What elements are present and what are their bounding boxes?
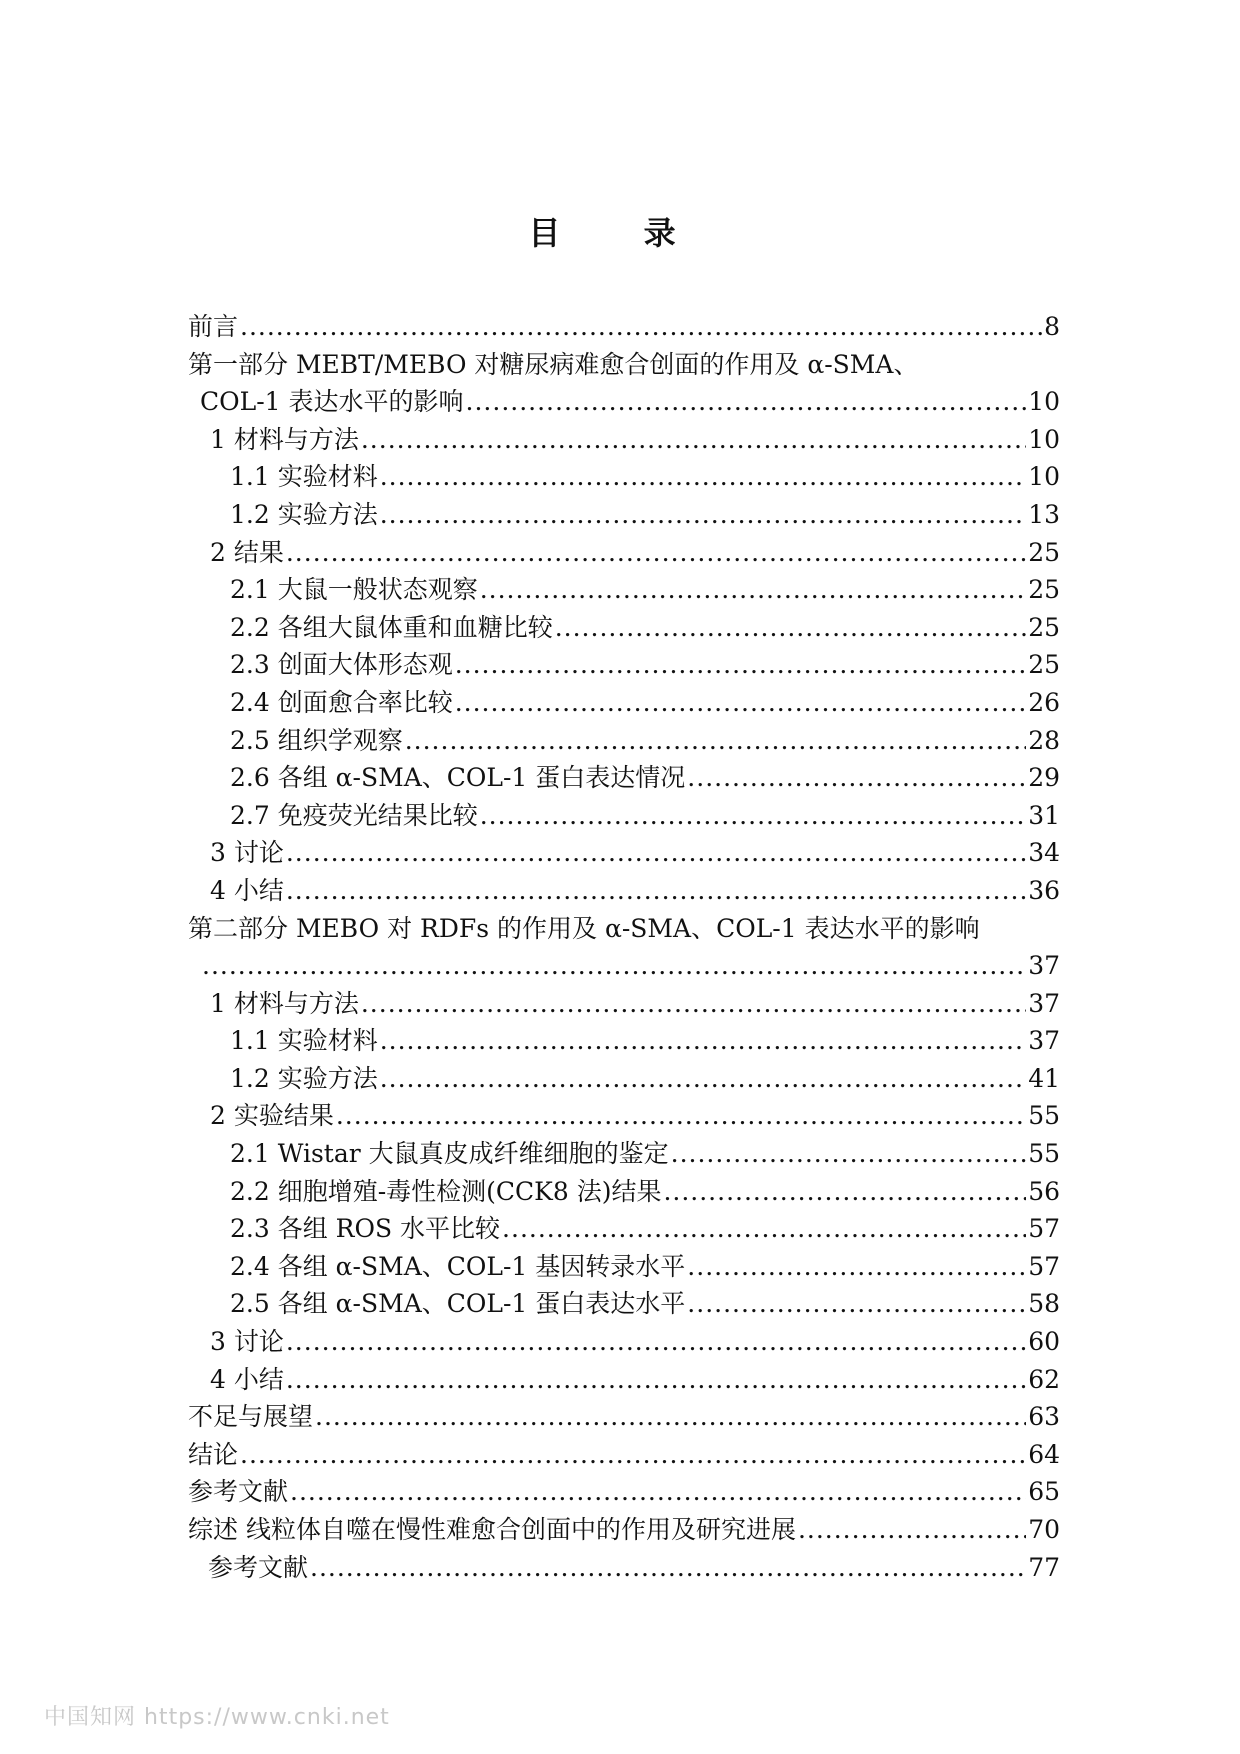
toc-entry-label: 2.4 创面愈合率比较 bbox=[230, 687, 453, 717]
toc-entry-page: 10 bbox=[1028, 424, 1060, 454]
toc-entry-label: 2.2 各组大鼠体重和血糖比较 bbox=[230, 612, 553, 642]
toc-entry-page: 58 bbox=[1028, 1289, 1060, 1319]
toc-leader-dots bbox=[315, 1398, 1026, 1436]
toc-entry-page: 77 bbox=[1028, 1552, 1060, 1582]
page-title: 目 录 bbox=[528, 214, 712, 252]
toc-entry-page: 64 bbox=[1028, 1439, 1060, 1469]
toc-leader-dots bbox=[687, 1285, 1026, 1323]
toc-leader-dots bbox=[671, 1135, 1027, 1173]
cnki-watermark: 中国知网 https://www.cnki.net bbox=[44, 1705, 390, 1730]
toc-leader-dots bbox=[240, 1436, 1026, 1474]
toc-entry[interactable] bbox=[188, 684, 1060, 722]
toc-leader-dots bbox=[555, 609, 1026, 647]
toc-leader-dots bbox=[380, 496, 1026, 534]
toc-entry[interactable] bbox=[188, 985, 1060, 1023]
toc-leader-dots bbox=[240, 308, 1042, 346]
toc-entry[interactable] bbox=[188, 1285, 1060, 1323]
toc-leader-dots bbox=[687, 1248, 1026, 1286]
toc-entry-page: 8 bbox=[1044, 312, 1060, 341]
toc-leader-dots bbox=[361, 985, 1026, 1023]
toc-entry[interactable] bbox=[188, 1361, 1060, 1399]
toc-entry-label: 结论 bbox=[188, 1439, 239, 1469]
toc-leader-dots bbox=[798, 1511, 1026, 1549]
toc-entry[interactable] bbox=[188, 1511, 1060, 1549]
toc-entry[interactable] bbox=[188, 1323, 1060, 1361]
table-of-contents bbox=[188, 308, 1060, 1586]
toc-entry-label: 2 实验结果 bbox=[210, 1101, 334, 1131]
toc-leader-dots bbox=[380, 458, 1026, 496]
toc-entry[interactable] bbox=[188, 534, 1060, 572]
toc-entry-page: 57 bbox=[1028, 1251, 1060, 1281]
toc-entry-label: 1.2 实验方法 bbox=[230, 1063, 378, 1093]
toc-entry[interactable] bbox=[188, 1210, 1060, 1248]
toc-entry[interactable] bbox=[188, 910, 1060, 948]
toc-entry-label: 参考文献 bbox=[208, 1552, 309, 1582]
toc-entry-page: 37 bbox=[1028, 951, 1060, 981]
toc-entry[interactable] bbox=[188, 1097, 1060, 1135]
toc-entry-label: 1.2 实验方法 bbox=[230, 499, 378, 529]
toc-leader-dots bbox=[663, 1173, 1026, 1211]
toc-entry[interactable] bbox=[188, 947, 1060, 985]
toc-entry-page: 36 bbox=[1028, 875, 1060, 905]
toc-entry-label: 2.5 组织学观察 bbox=[230, 725, 403, 755]
toc-entry[interactable] bbox=[188, 571, 1060, 609]
toc-entry-page: 25 bbox=[1028, 575, 1060, 605]
toc-entry[interactable] bbox=[188, 346, 1060, 384]
toc-entry-label: 参考文献 bbox=[188, 1477, 289, 1507]
toc-leader-dots bbox=[286, 872, 1026, 910]
toc-entry-page: 41 bbox=[1028, 1063, 1060, 1093]
toc-entry-label: 1.1 实验材料 bbox=[230, 462, 378, 492]
toc-entry-label: 不足与展望 bbox=[188, 1402, 314, 1432]
toc-entry[interactable] bbox=[188, 1022, 1060, 1060]
toc-entry-page: 65 bbox=[1028, 1477, 1060, 1507]
toc-entry-page: 25 bbox=[1028, 612, 1060, 642]
toc-entry[interactable] bbox=[188, 609, 1060, 647]
toc-entry[interactable] bbox=[188, 797, 1060, 835]
toc-entry-page: 34 bbox=[1028, 838, 1060, 868]
toc-entry[interactable] bbox=[188, 759, 1060, 797]
toc-entry-label: COL-1 表达水平的影响 bbox=[200, 387, 464, 417]
toc-entry-page: 10 bbox=[1028, 462, 1060, 492]
toc-entry-label: 2.4 各组 α-SMA、COL-1 基因转录水平 bbox=[230, 1251, 686, 1281]
toc-entry-page: 55 bbox=[1028, 1101, 1060, 1131]
toc-entry[interactable] bbox=[188, 1436, 1060, 1474]
toc-leader-dots bbox=[361, 421, 1026, 459]
toc-entry-label: 3 讨论 bbox=[210, 1327, 284, 1357]
toc-entry-label: 2.6 各组 α-SMA、COL-1 蛋白表达情况 bbox=[230, 763, 686, 793]
toc-entry-page: 70 bbox=[1028, 1515, 1060, 1544]
toc-leader-dots bbox=[310, 1549, 1026, 1587]
toc-leader-dots bbox=[480, 797, 1026, 835]
toc-entry-label: 2.2 细胞增殖-毒性检测(CCK8 法)结果 bbox=[230, 1176, 662, 1206]
toc-entry-label: 1 材料与方法 bbox=[210, 424, 359, 454]
toc-entry-label: 2 结果 bbox=[210, 537, 284, 567]
toc-entry-label: 2.1 Wistar 大鼠真皮成纤维细胞的鉴定 bbox=[230, 1139, 669, 1169]
toc-entry[interactable] bbox=[188, 722, 1060, 760]
toc-leader-dots bbox=[286, 1361, 1026, 1399]
toc-entry-label: 2.1 大鼠一般状态观察 bbox=[230, 575, 478, 605]
toc-entry-page: 62 bbox=[1028, 1364, 1060, 1394]
toc-entry[interactable] bbox=[188, 496, 1060, 534]
toc-entry-page: 25 bbox=[1028, 650, 1060, 680]
toc-leader-dots bbox=[502, 1210, 1026, 1248]
toc-entry-label: 1 材料与方法 bbox=[210, 988, 359, 1018]
toc-leader-dots bbox=[480, 571, 1026, 609]
toc-leader-dots bbox=[466, 383, 1027, 421]
toc-entry-page: 25 bbox=[1028, 537, 1060, 567]
toc-entry[interactable] bbox=[188, 1398, 1060, 1436]
toc-entry-label: 2.3 各组 ROS 水平比较 bbox=[230, 1214, 501, 1244]
toc-entry-page: 37 bbox=[1028, 988, 1060, 1018]
toc-entry-label: 4 小结 bbox=[210, 875, 284, 905]
toc-leader-dots bbox=[455, 646, 1026, 684]
toc-entry[interactable] bbox=[188, 458, 1060, 496]
toc-entry[interactable] bbox=[188, 1173, 1060, 1211]
toc-entry-page: 56 bbox=[1028, 1176, 1060, 1206]
toc-entry-label: 2.7 免疫荧光结果比较 bbox=[230, 800, 478, 830]
toc-entry-page: 55 bbox=[1028, 1139, 1060, 1169]
toc-entry[interactable] bbox=[188, 1135, 1060, 1173]
toc-entry-page: 37 bbox=[1028, 1026, 1060, 1056]
toc-entry-label: 3 讨论 bbox=[210, 838, 284, 868]
toc-entry[interactable] bbox=[188, 872, 1060, 910]
toc-entry-label: 综述 线粒体自噬在慢性难愈合创面中的作用及研究进展 bbox=[188, 1515, 796, 1544]
toc-entry-page: 63 bbox=[1028, 1402, 1060, 1432]
toc-entry-label: 4 小结 bbox=[210, 1364, 284, 1394]
toc-leader-dots bbox=[405, 722, 1026, 760]
toc-entry[interactable] bbox=[188, 421, 1060, 459]
toc-entry[interactable] bbox=[188, 834, 1060, 872]
toc-entry-label: 第二部分 MEBO 对 RDFs 的作用及 α-SMA、COL-1 表达水平的影响 bbox=[188, 913, 980, 943]
toc-entry-label: 前言 bbox=[188, 312, 239, 341]
toc-leader-dots bbox=[290, 1473, 1026, 1511]
toc-entry[interactable] bbox=[188, 1473, 1060, 1511]
toc-entry-page: 31 bbox=[1028, 800, 1060, 830]
toc-leader-dots bbox=[336, 1097, 1026, 1135]
toc-entry-page: 28 bbox=[1028, 725, 1060, 755]
toc-leader-dots bbox=[687, 759, 1026, 797]
toc-entry[interactable] bbox=[188, 308, 1060, 346]
toc-entry[interactable] bbox=[188, 1060, 1060, 1098]
toc-entry-label: 2.3 创面大体形态观 bbox=[230, 650, 453, 680]
toc-leader-dots bbox=[380, 1060, 1026, 1098]
toc-entry-page: 29 bbox=[1028, 763, 1060, 793]
toc-entry-page: 57 bbox=[1028, 1214, 1060, 1244]
toc-entry-label: 2.5 各组 α-SMA、COL-1 蛋白表达水平 bbox=[230, 1289, 686, 1319]
toc-entry-label: 1.1 实验材料 bbox=[230, 1026, 378, 1056]
toc-entry[interactable] bbox=[188, 1549, 1060, 1587]
toc-leader-dots bbox=[455, 684, 1026, 722]
toc-entry-page: 60 bbox=[1028, 1327, 1060, 1357]
toc-leader-dots bbox=[202, 947, 1026, 985]
toc-entry-page: 26 bbox=[1028, 687, 1060, 717]
toc-entry-page: 13 bbox=[1028, 499, 1060, 529]
toc-entry-label: 第一部分 MEBT/MEBO 对糖尿病难愈合创面的作用及 α-SMA、 bbox=[188, 349, 919, 379]
toc-leader-dots bbox=[286, 1323, 1026, 1361]
toc-leader-dots bbox=[380, 1022, 1026, 1060]
toc-entry[interactable] bbox=[188, 383, 1060, 421]
toc-leader-dots bbox=[286, 534, 1026, 572]
toc-leader-dots bbox=[286, 834, 1026, 872]
toc-entry[interactable] bbox=[188, 646, 1060, 684]
toc-entry-page: 10 bbox=[1028, 387, 1060, 417]
toc-entry[interactable] bbox=[188, 1248, 1060, 1286]
